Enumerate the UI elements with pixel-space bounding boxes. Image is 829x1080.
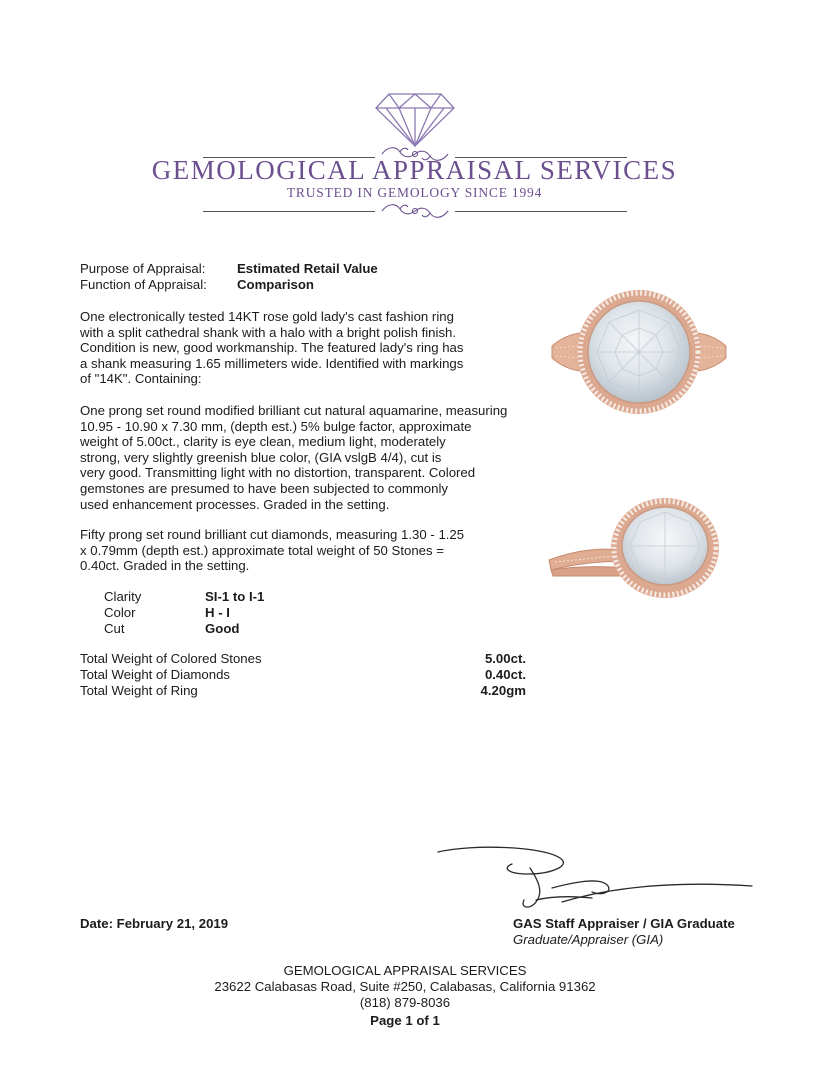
grade-value-cut: Good xyxy=(205,621,240,636)
total-label-diamonds: Total Weight of Diamonds xyxy=(80,667,231,682)
total-value-colored-stones: 5.00ct. xyxy=(484,651,526,666)
appraiser-signature xyxy=(432,840,754,920)
grade-label-cut: Cut xyxy=(104,621,125,636)
grade-value-clarity: SI-1 to I-1 xyxy=(205,589,265,604)
text-line: 10.95 - 10.90 x 7.30 mm, (depth est.) 5% bulge factor, approximate xyxy=(80,418,472,434)
appraiser-title: GAS Staff Appraiser / GIA Graduate xyxy=(513,916,735,931)
total-value-diamonds: 0.40ct. xyxy=(484,667,526,682)
text-line: gemstones are presumed to have been subjected to commonly xyxy=(80,480,448,496)
header-rule-bottom-left xyxy=(203,211,375,212)
function-value: Comparison xyxy=(237,277,314,292)
text-line: strong, very slightly greenish blue color, (GIA vslgB 4/4), cut is xyxy=(80,449,442,465)
footer-phone: (818) 879-8036 xyxy=(359,995,451,1010)
text-line: One prong set round modified brilliant cut natural aquamarine, measuring xyxy=(80,403,508,418)
flourish-bottom-icon xyxy=(380,201,450,221)
grade-value-color: H - I xyxy=(205,605,230,620)
diamond-description xyxy=(80,527,530,574)
aquamarine-description xyxy=(80,403,540,512)
grade-label-color: Color xyxy=(104,605,136,620)
ring-top-view-image xyxy=(548,288,730,416)
text-line: weight of 5.00ct., clarity is eye clean, medium light, moderately xyxy=(80,434,446,450)
text-line: 0.40ct. Graded in the setting. xyxy=(80,558,250,574)
text-line: a shank measuring 1.65 millimeters wide. Identified with markings xyxy=(80,355,464,371)
ring-description xyxy=(80,309,530,387)
text-line: Condition is new, good workmanship. The featured lady's ring has xyxy=(80,340,464,356)
total-label-colored-stones: Total Weight of Colored Stones xyxy=(80,651,262,666)
text-line: of "14K". Containing: xyxy=(80,371,202,387)
footer-address: 23622 Calabasas Road, Suite #250, Calabasas, California 91362 xyxy=(214,979,596,994)
text-line: used enhancement processes. Graded in the setting. xyxy=(80,496,390,512)
text-line: with a split cathedral shank with a halo with a bright polish finish. xyxy=(80,324,457,340)
ring-angled-view-image xyxy=(545,496,725,606)
appraisal-date: Date: February 21, 2019 xyxy=(80,916,229,931)
diamond-logo-icon xyxy=(374,88,456,148)
brand-tagline: TRUSTED IN GEMOLOGY SINCE 1994 xyxy=(286,185,543,200)
brand-name: GEMOLOGICAL APPRAISAL SERVICES xyxy=(151,155,678,185)
text-line: x 0.79mm (depth est.) approximate total weight of 50 Stones = xyxy=(80,542,444,558)
purpose-label: Purpose of Appraisal: xyxy=(80,261,206,276)
appraiser-subtitle: Graduate/Appraiser (GIA) xyxy=(513,932,664,947)
purpose-value: Estimated Retail Value xyxy=(237,261,378,276)
header-rule-bottom-right xyxy=(455,211,627,212)
text-line: very good. Transmitting light with no distortion, transparent. Colored xyxy=(80,465,476,481)
function-label: Function of Appraisal: xyxy=(80,277,207,292)
page-number: Page 1 of 1 xyxy=(370,1013,440,1028)
grade-label-clarity: Clarity xyxy=(104,589,142,604)
text-line: Fifty prong set round brilliant cut diamonds, measuring 1.30 - 1.25 xyxy=(80,527,465,542)
total-label-ring: Total Weight of Ring xyxy=(80,683,198,698)
total-value-ring: 4.20gm xyxy=(480,683,526,698)
footer-company: GEMOLOGICAL APPRAISAL SERVICES xyxy=(283,963,527,978)
text-line: One electronically tested 14KT rose gold lady's cast fashion ring xyxy=(80,309,454,324)
